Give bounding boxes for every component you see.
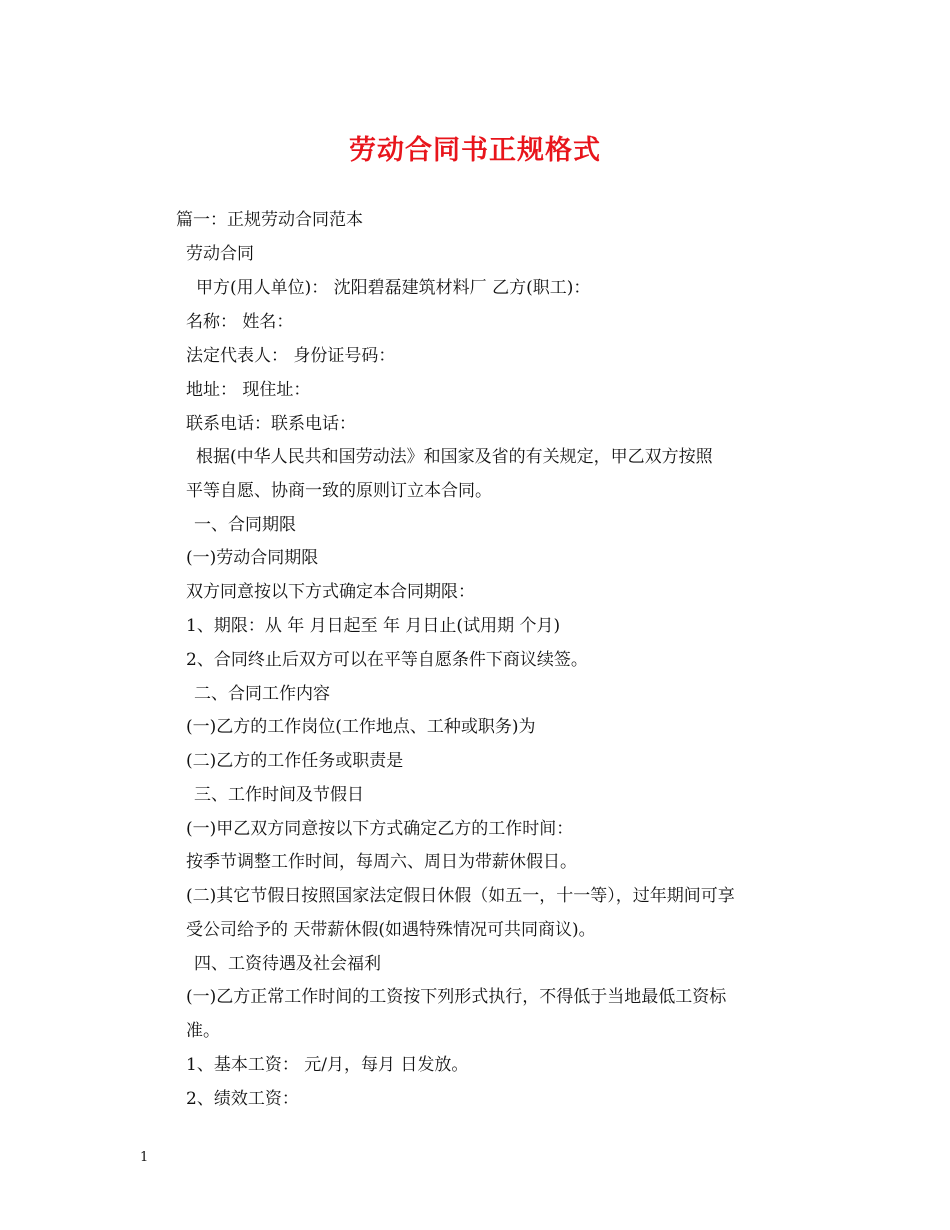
term-period-line: 1、期限：从 年 月日起至 年 月日止(试用期 个月) [186,616,561,636]
holiday-line-2: 受公司给予的 天带薪休假(如遇特殊情况可共同商议)。 [186,920,596,940]
contract-label: 劳动合同 [186,244,254,264]
section-heading-work: 二、合同工作内容 [194,684,330,704]
renewal-line: 2、合同终止后双方可以在平等自愿条件下商议续签。 [186,650,588,670]
party-line: 甲方(用人单位)： 沈阳碧磊建筑材料厂 乙方(职工)： [196,278,591,298]
job-position-line: (一)乙方的工作岗位(工作地点、工种或职务)为 [186,717,536,737]
work-hours-line: (一)甲乙双方同意按以下方式确定乙方的工作时间： [186,819,574,839]
term-agreement-line: 双方同意按以下方式确定本合同期限： [186,582,475,602]
phone-line: 联系电话：联系电话： [186,414,356,434]
holiday-line-1: (二)其它节假日按照国家法定假日休假（如五一，十一等），过年期间可享 [186,886,735,906]
intro-paragraph-line-1: 根据(中华人民共和国劳动法》和国家及省的有关规定，甲乙双方按照 [196,447,713,467]
section-heading-wages: 四、工资待遇及社会福利 [194,954,381,974]
address-line: 地址： 现住址： [186,380,311,400]
wage-rule-line-1: (一)乙方正常工作时间的工资按下列形式执行，不得低于当地最低工资标 [186,987,727,1007]
subsection-term: (一)劳动合同期限 [186,548,319,568]
seasonal-adjustment-line: 按季节调整工作时间，每周六、周日为带薪休假日。 [186,852,577,872]
section-heading-part1: 篇一：正规劳动合同范本 [176,210,363,230]
document-title: 劳动合同书正规格式 [349,135,601,166]
intro-paragraph-line-2: 平等自愿、协商一致的原则订立本合同。 [186,481,492,501]
base-wage-line: 1、基本工资： 元/月，每月 日发放。 [186,1055,469,1075]
wage-rule-line-2: 准。 [186,1021,220,1041]
section-heading-term: 一、合同期限 [194,515,296,535]
page-number: 1 [140,1150,149,1165]
section-heading-hours: 三、工作时间及节假日 [194,785,364,805]
performance-wage-line: 2、绩效工资： [186,1089,299,1109]
name-line: 名称： 姓名： [186,312,294,332]
representative-line: 法定代表人： 身份证号码： [186,346,396,366]
job-duty-line: (二)乙方的工作任务或职责是 [186,751,404,771]
